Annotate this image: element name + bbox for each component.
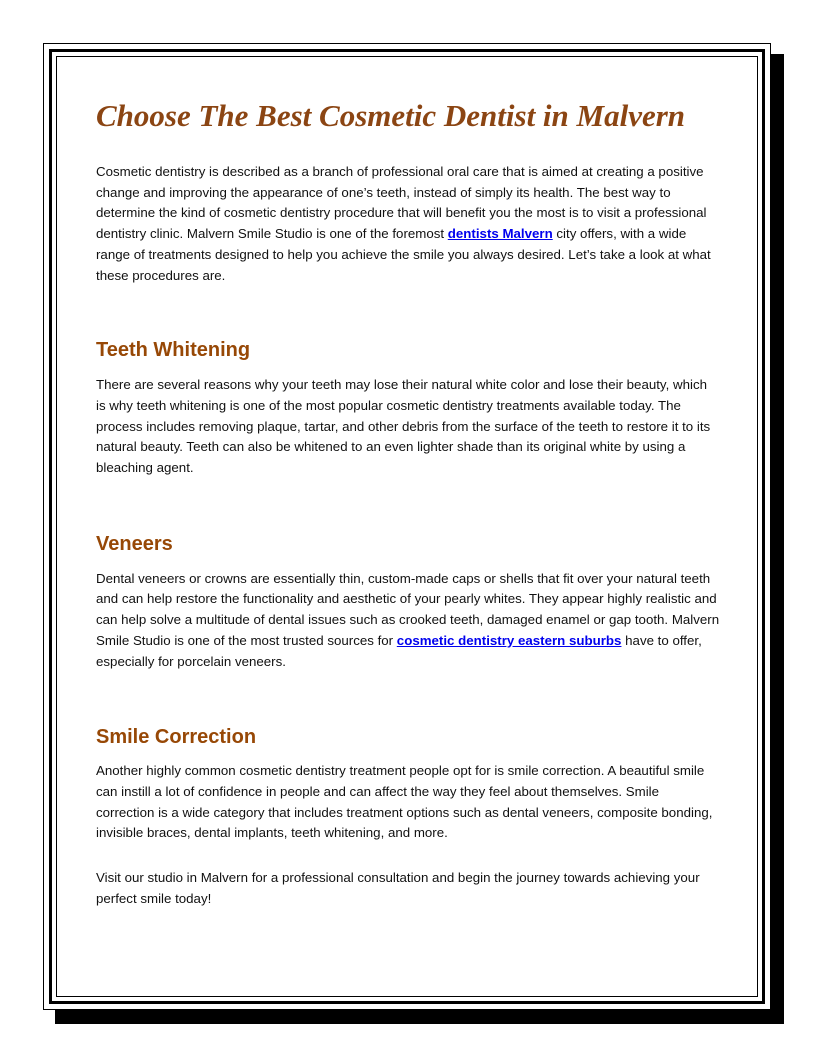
- veneers-text-start: Dental veneers or crowns are essentially thin, custom-made caps or shells that fit over your natural teeth and can help restore the functionality and aesthetic of your pearly whites. They appear highly realistic and can help solve a multitude of dental issues such as crooked teeth, damaged enamel or gap tooth. Malvern Smile Studio is one of the most trusted sources for: [96, 570, 720, 648]
- section-body-veneers: [96, 569, 720, 673]
- intro-paragraph: [96, 162, 720, 286]
- section-heading-veneers: Veneers: [96, 532, 173, 555]
- section-body-smile-correction: Another highly common cosmetic dentistry treatment people opt for is smile correction. A beautiful smile can instill a lot of confidence in people and can affect the way they feel about themselves. Smile correction is a wide category that includes treatment options such as dental veneers, composite bonding, invisible braces, dental implants, teeth whitening, and more.: [96, 763, 713, 841]
- document-body: [96, 96, 720, 909]
- cosmetic-dentistry-eastern-suburbs-link[interactable]: cosmetic dentistry eastern suburbs: [396, 632, 622, 648]
- veneers-text-end: have to offer, especially for porcelain veneers.: [96, 632, 702, 669]
- intro-text-end: city offers, with a wide range of treatments designed to help you achieve the smile you always desired. Let’s take a look at what these procedures are.: [96, 226, 711, 283]
- section-heading-smile-correction: Smile Correction: [96, 726, 257, 749]
- closing-paragraph: Visit our studio in Malvern for a professional consultation and begin the journey towards achieving your perfect smile today!: [96, 870, 700, 906]
- page-title: Choose The Best Cosmetic Dentist in Malvern: [96, 98, 686, 133]
- section-body-teeth-whitening: There are several reasons why your teeth may lose their natural white color and lose their beauty, which is why teeth whitening is one of the most popular cosmetic dentistry treatments available today. The process includes removing plaque, tartar, and other debris from the surface of the teeth to restore it to its natural beauty. Teeth can also be whitened to an even lighter shade than its original white by using a bleaching agent.: [96, 377, 711, 476]
- intro-text-start: Cosmetic dentistry is described as a branch of professional oral care that is aimed at creating a positive change and improving the appearance of one’s teeth, instead of simply its health. The best way to determine the kind of cosmetic dentistry procedure that will benefit you the most is to visit a professional dentistry clinic. Malvern Smile Studio is one of the foremost: [96, 164, 707, 242]
- dentists-malvern-link[interactable]: dentists Malvern: [447, 226, 553, 242]
- section-heading-teeth-whitening: Teeth Whitening: [96, 339, 251, 362]
